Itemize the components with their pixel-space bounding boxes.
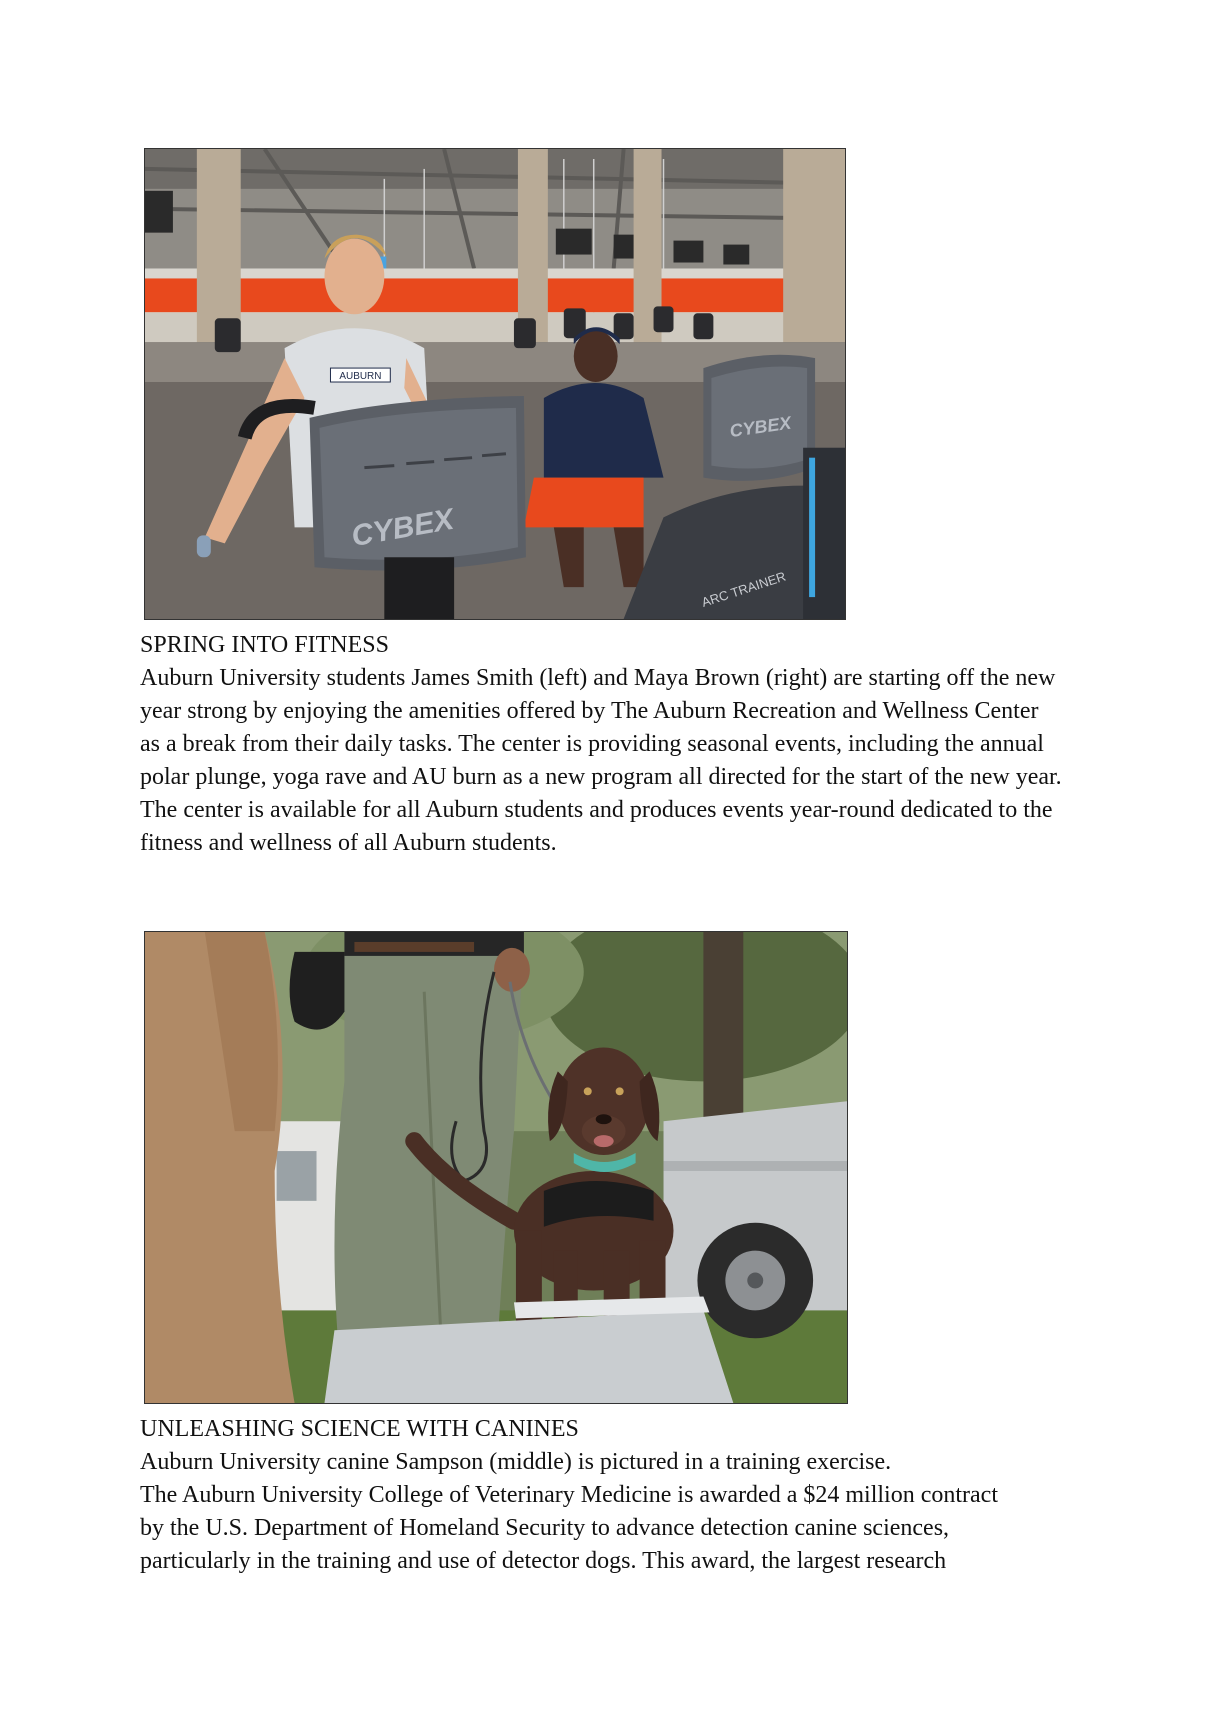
canine-story	[140, 1413, 1120, 1578]
canine-body-line-4: particularly in the training and use of detector dogs. This award, the largest research	[140, 1548, 947, 1574]
fitness-photo-illustration	[145, 149, 845, 619]
canine-photo	[144, 931, 848, 1404]
fitness-body-line-6: fitness and wellness of all Auburn students.	[140, 830, 557, 856]
fitness-body-line-1: Auburn University students James Smith (left) and Maya Brown (right) are starting off the new	[140, 665, 1056, 691]
fitness-headline: SPRING INTO FITNESS	[140, 632, 389, 658]
fitness-body-line-4: polar plunge, yoga rave and AU burn as a new program all directed for the start of the new year.	[140, 764, 1062, 790]
svg-text:CYBEX: CYBEX	[728, 412, 793, 442]
canine-photo-illustration	[145, 932, 847, 1403]
canine-body-line-2: The Auburn University College of Veterinary Medicine is awarded a $24 million contract	[140, 1482, 998, 1508]
canine-body-line-3: by the U.S. Department of Homeland Security to advance detection canine sciences,	[140, 1515, 950, 1541]
fitness-story	[140, 629, 1120, 860]
canine-headline: UNLEASHING SCIENCE WITH CANINES	[140, 1416, 579, 1442]
machine-model-text: ARC TRAINER	[699, 568, 788, 610]
machine-brand-text: CYBEX	[349, 502, 457, 554]
fitness-body-line-5: The center is available for all Auburn students and produces events year-round dedicated to the	[140, 797, 1053, 823]
fitness-photo	[144, 148, 846, 620]
shirt-logo-text: AUBURN	[339, 371, 382, 383]
fitness-body-line-2: year strong by enjoying the amenities offered by The Auburn Recreation and Wellness Center	[140, 698, 1039, 724]
fitness-body-line-3: as a break from their daily tasks. The center is providing seasonal events, including the annual	[140, 731, 1044, 757]
canine-body-line-1: Auburn University canine Sampson (middle) is pictured in a training exercise.	[140, 1449, 892, 1475]
